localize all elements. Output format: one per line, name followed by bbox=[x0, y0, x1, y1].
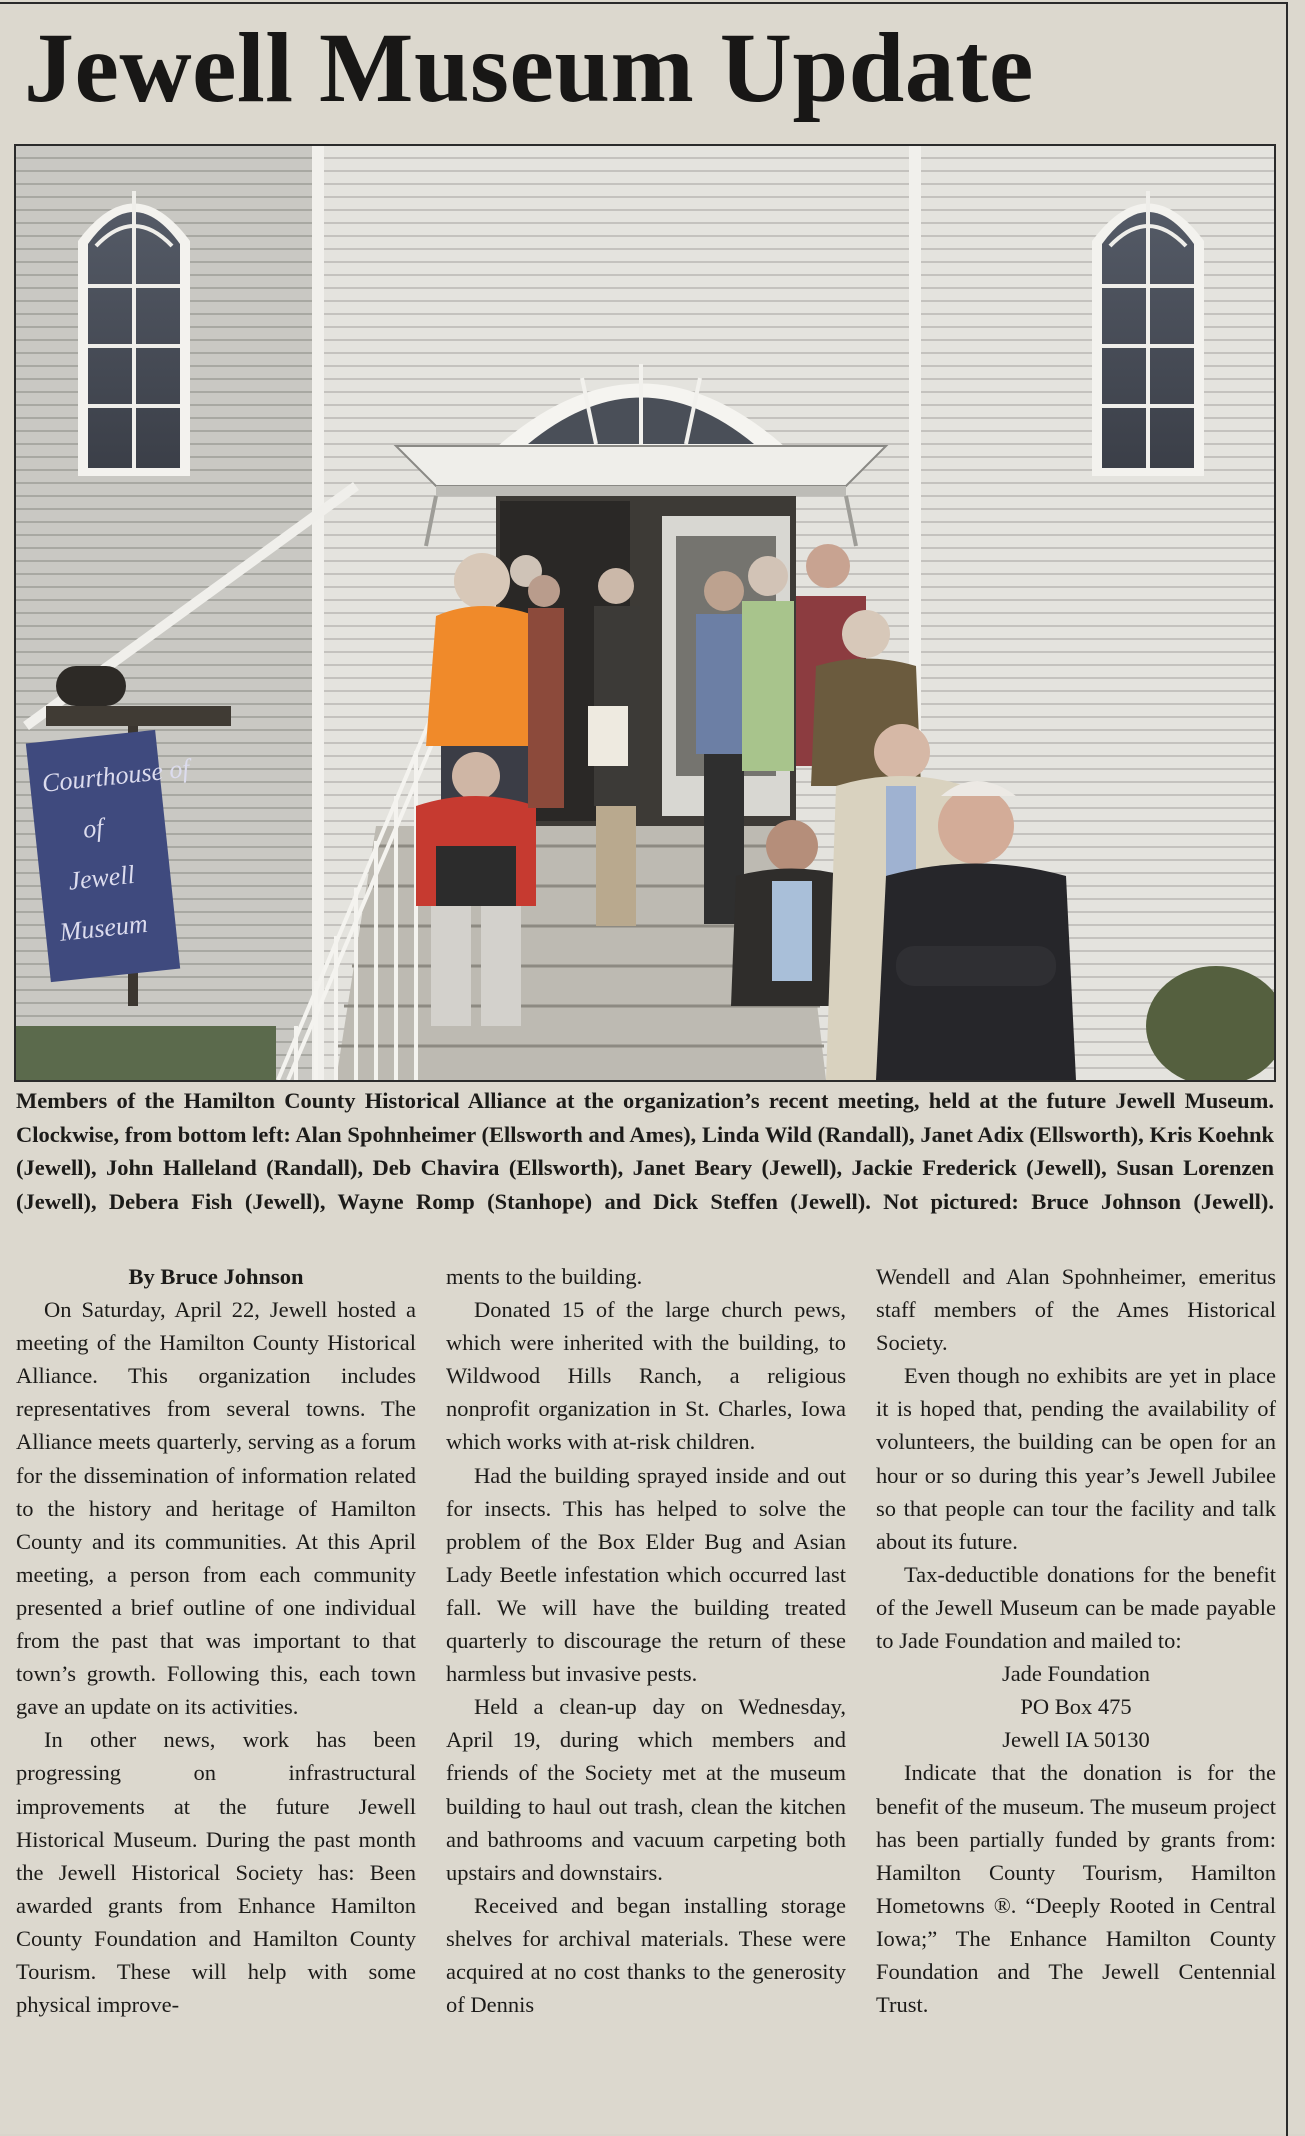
right-arched-window bbox=[1092, 191, 1204, 476]
article-column-1 bbox=[16, 1260, 416, 2021]
paragraph: Donated 15 of the large church pews, which were inherited with the building, to Wildwood Hills Ranch, a religious nonprofit organization in St. Charles, Iowa which works with at-risk children. bbox=[446, 1297, 846, 1455]
corner-trim-left bbox=[312, 146, 324, 1080]
address-line: Jewell IA 50130 bbox=[1002, 1727, 1150, 1753]
sign-line-2: of bbox=[81, 812, 105, 844]
sign-line-3: Jewell bbox=[66, 859, 137, 896]
left-arched-window bbox=[78, 191, 190, 476]
photo-caption: Members of the Hamilton County Historical Alliance at the organization’s recent meeting, held at the future Jewell Museum. Clockwise, from bottom left: Alan Spohnheimer (Ellsworth and Ames), Linda Wild (Randall), Janet Adix (Ellsworth), Kris Koehnk (Jewell), John Halleland (Randall), Deb Chavira (Ellsworth), Janet Beary (Jewell), Jackie Frederick (Jewell), Susan Lorenzen (Jewell), Debera Fish (Jewell), Wayne Romp (Stanhope) and Dick Steffen (Jewell). Not pictured: Bruce Johnson (Jewell). bbox=[16, 1088, 1274, 1214]
paragraph: Received and began installing storage shelves for archival materials. These were acquired at no cost thanks to the generosity of Dennis bbox=[446, 1892, 846, 2018]
paragraph: Held a clean-up day on Wednesday, April 19, during which members and friends of the Society met at the museum building to haul out trash, clean the kitchen and bathrooms and vacuum carpeting both upstairs and downstairs. bbox=[446, 1694, 846, 1885]
article-column-2 bbox=[446, 1260, 846, 2021]
headline: Jewell Museum Update bbox=[24, 12, 1034, 123]
lawn bbox=[16, 1026, 276, 1080]
paragraph: In other news, work has been progressing on infrastructural improvements at the future Jewell Historical Museum. During the past month the Jewell Historical Society has: Been awarded grants from Enhance Hamilton County Foundation and Hamilton County Tourism. These will help with some physical improve- bbox=[16, 1727, 416, 2018]
byline: By Bruce Johnson bbox=[128, 1264, 304, 1289]
paragraph: On Saturday, April 22, Jewell hosted a meeting of the Hamilton County Historical Alliance. This organization includes representatives from several towns. The Alliance meets quarterly, serving as a forum for the dissemination of information related to the history and heritage of Hamilton County and its communities. At this April meeting, a person from each community presented a brief outline of one individual from the past that was important to that town’s growth. Following this, each town gave an update on its activities. bbox=[16, 1297, 416, 1720]
address-line: PO Box 475 bbox=[1020, 1694, 1132, 1720]
paragraph: Wendell and Alan Spohnheimer, emeritus staff members of the Ames Historical Society. bbox=[876, 1264, 1276, 1356]
museum-group-photo bbox=[14, 144, 1276, 1082]
sign-line-1: Courthouse of bbox=[40, 753, 191, 798]
top-rule bbox=[0, 2, 1288, 4]
right-rule bbox=[1286, 2, 1288, 2136]
paragraph: ments to the building. bbox=[446, 1264, 643, 1289]
paragraph: Tax-deductible donations for the benefit of the Jewell Museum can be made payable to Jade Foundation and mailed to: bbox=[876, 1561, 1276, 1654]
sign-line-4: Museum bbox=[58, 908, 149, 947]
paragraph: Had the building sprayed inside and out for insects. This has helped to solve the problem of the Box Elder Bug and Asian Lady Beetle infestation which occurred last fall. We will have the building treated quarterly to discourage the return of these harmless but invasive pests. bbox=[446, 1462, 846, 1687]
paragraph: Indicate that the donation is for the benefit of the museum. The museum project has been partially funded by grants from: Hamilton County Tourism, Hamilton Hometowns ®. “Deeply Rooted in Central Iowa;” The Enhance Hamilton County Foundation and The Jewell Centennial Trust. bbox=[876, 1760, 1276, 2018]
article-column-3 bbox=[876, 1260, 1276, 2021]
address-line: Jade Foundation bbox=[1001, 1661, 1151, 1687]
paragraph: Even though no exhibits are yet in place it is hoped that, pending the availability of volunteers, the building can be open for an hour or so during this year’s Jewell Jubilee so that people can tour the facility and talk about its future. bbox=[876, 1363, 1276, 1554]
